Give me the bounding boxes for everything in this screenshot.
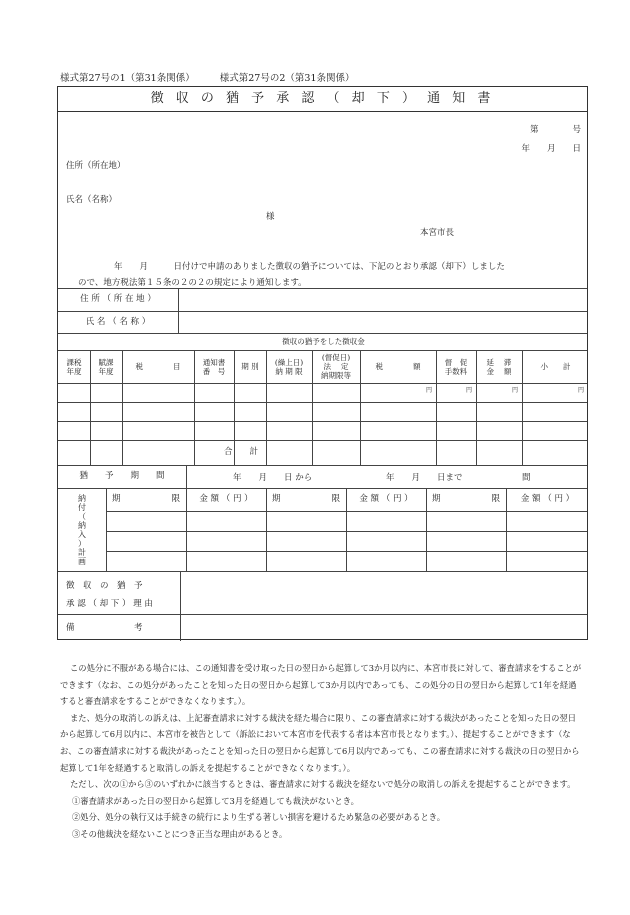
appeal-notes <box>60 660 582 843</box>
yen-tax: 円 <box>426 387 433 394</box>
col-subtotal: 小 計 <box>540 362 571 371</box>
issuer-name: 本宮市長 <box>420 228 455 238</box>
plan-amount-1: 金 額 （ 円 ） <box>199 494 253 504</box>
recipient-address-label: 住所（所在地） <box>66 161 126 171</box>
col-late-fee: 延 滞 金 額 <box>486 357 512 376</box>
note-paragraph: ただし、次の①から③のいずれかに該当するときは、審査請求に対する裁決を経ないで処分の取消しの訴えを提起することができます。 <box>70 779 576 790</box>
plan-amount-2: 金 額 （ 円 ） <box>359 494 413 504</box>
grace-period-label: 猶 予 期 間 <box>79 471 165 481</box>
reason-label-line1: 徴 収 の 猶 予 <box>66 581 143 591</box>
note-item: ③その他裁決を経ないことにつき正当な理由があるとき。 <box>72 828 288 839</box>
yen-fee: 円 <box>466 387 473 394</box>
total-label: 合 計 <box>223 447 258 457</box>
col-deadline: (繰上日) 納 期 限 <box>274 357 304 376</box>
payment-plan-label: 納 付 （ 納 入 ） 計 画 <box>78 493 86 566</box>
note-item: ②処分、処分の執行又は手続きの続行により生ずる著しい損害を避けるため緊急の必要があるとき。 <box>72 812 446 823</box>
notice-form <box>57 86 588 640</box>
form-title: 徴 収 の 猶 予 承 認 （ 却 下 ） 通 知 書 <box>58 87 587 112</box>
col-tax-year: 課税 年度 <box>66 357 82 376</box>
honorific: 様 <box>266 212 275 222</box>
note-paragraph: この処分に不服がある場合には、この通知書を受け取った日の翌日から起算して3か月以内に、本宮市長に対して、審査請求をすることができます（なお、この処分があったことを知った日の翌日から起算して3か月以内であっても、この処分の日の翌日から起算して1年を経過すると審査請求をすることができなくなります。）。 <box>60 663 582 707</box>
note-paragraph: また、処分の取消しの訴えは、上記審査請求に対する裁決を経た場合に限り、この審査請求に対する裁決があったことを知った日の翌日から起算して6月以内に、本宮市を被告として（訴訟において本宮市を代表する者は本宮市長となります。）、提起することができます（なお、この審査請求に対する裁決があったことを知った日の翌日から起算して6月以内であっても、この審査請求に対する裁決の日の翌日から起算して1年を経過すると取消しの訴えを提起することができなくなります。）。 <box>60 712 580 773</box>
yen-late: 円 <box>512 387 519 394</box>
notice-body-line1: 年 月 日付けで申請のありました徴収の猶予については、下記のとおり承認（却下）しました <box>114 262 505 272</box>
col-installment: 期 別 <box>241 362 259 371</box>
note-item: ①審査請求があった日の翌日から起算して3月を経過しても裁決がないとき。 <box>72 795 359 806</box>
remarks-label: 備 考 <box>66 623 143 633</box>
recipient-name-label: 氏名（名称） <box>66 195 118 205</box>
grace-period-from: 年 月 日 から <box>233 473 313 483</box>
address-row-label: 住 所 （ 所 在 地 ） <box>80 294 156 304</box>
col-assess-year: 賦課 年度 <box>98 357 114 376</box>
grace-period-to: 年 月 日まで <box>386 473 463 483</box>
tax-heading: 徴収の猶予をした徴収金 <box>282 337 365 346</box>
col-notice-no: 通知書 番 号 <box>202 357 226 376</box>
issue-date-label: 年 月 日 <box>521 144 581 154</box>
form-ref-1: 様式第27号の1（第31条関係） <box>60 73 195 84</box>
yen-subtotal: 円 <box>578 387 585 394</box>
col-legal-deadline: (督促日) 法 定 納期限等 <box>321 353 351 380</box>
plan-period-2: 期 限 <box>271 494 340 504</box>
name-row-label: 氏 名 （ 名 称 ） <box>85 316 151 327</box>
plan-amount-3: 金 額 （ 円 ） <box>520 494 575 504</box>
col-tax-amount: 税 額 <box>375 362 421 371</box>
notice-body-line2: ので、地方税法第１５条の２の２の規定により通知します。 <box>78 278 307 288</box>
grace-period-days: 間 <box>522 473 531 483</box>
plan-period-3: 期 限 <box>431 494 500 504</box>
plan-period-1: 期 限 <box>111 494 180 504</box>
col-tax-item: 税 目 <box>135 362 181 371</box>
document-number-label: 第 号 <box>529 125 581 135</box>
col-reminder-fee: 督 促 手数料 <box>444 357 468 376</box>
form-reference <box>60 70 377 84</box>
form-ref-2: 様式第27号の2（第31条関係） <box>219 73 355 84</box>
reason-label-line2: 承 認 （ 却 下 ） 理 由 <box>66 599 153 609</box>
